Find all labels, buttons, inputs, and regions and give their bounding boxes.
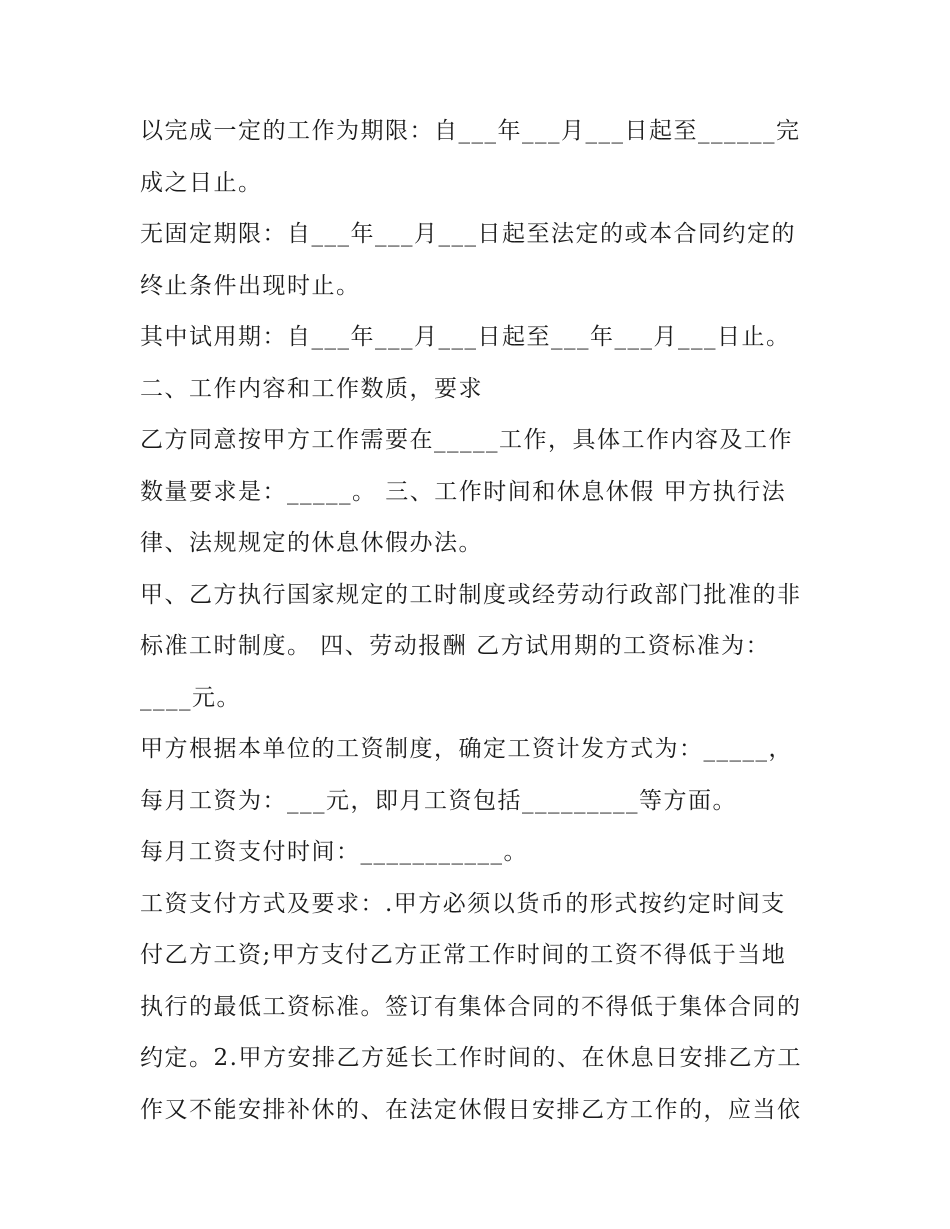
text-line: 执行的最低工资标准。签订有集体合同的不得低于集体合同的 xyxy=(140,993,802,1020)
text-line: 标准工时制度。 四、劳动报酬 乙方试用期的工资标准为： xyxy=(140,633,771,659)
text-line: 成之日止。 xyxy=(140,169,263,196)
text-line: 约定。2.甲方安排乙方延长工作时间的、在休息日安排乙方工 xyxy=(140,1045,802,1071)
text-line: 律、法规规定的休息休假办法。 xyxy=(140,530,483,556)
text-line: 无固定期限：自___年___月___日起至法定的或本合同约定的 xyxy=(140,221,796,247)
text-line: 每月工资支付时间：___________。 xyxy=(140,839,528,865)
text-line: 其中试用期：自___年___月___日起至___年___月___日止。 xyxy=(140,324,791,350)
text-line: 作又不能安排补休的、在法定休假日安排乙方工作的，应当依 xyxy=(140,1096,802,1123)
text-line: 终止条件出现时止。 xyxy=(140,272,361,299)
text-line: 数量要求是：_____。 三、工作时间和休息休假 甲方执行法 xyxy=(140,478,787,505)
text-line: 乙方同意按甲方工作需要在_____工作，具体工作内容及工作 xyxy=(140,427,793,453)
text-line: 以完成一定的工作为期限：自___年___月___日起至______完 xyxy=(140,118,801,144)
contract-body-text xyxy=(140,106,820,1136)
text-line: 付乙方工资;甲方支付乙方正常工作时间的工资不得低于当地 xyxy=(140,942,787,968)
text-line: 工资支付方式及要求：.甲方必须以货币的形式按约定时间支 xyxy=(140,890,786,917)
text-line: 每月工资为：___元，即月工资包括_________等方面。 xyxy=(140,787,737,814)
section-heading-work-content: 二、工作内容和工作数质，要求 xyxy=(140,375,483,402)
text-line: 甲、乙方执行国家规定的工时制度或经劳动行政部门批准的非 xyxy=(140,581,802,608)
text-line: 甲方根据本单位的工资制度，确定工资计发方式为：_____， xyxy=(140,736,793,762)
text-line: ____元。 xyxy=(140,684,241,711)
